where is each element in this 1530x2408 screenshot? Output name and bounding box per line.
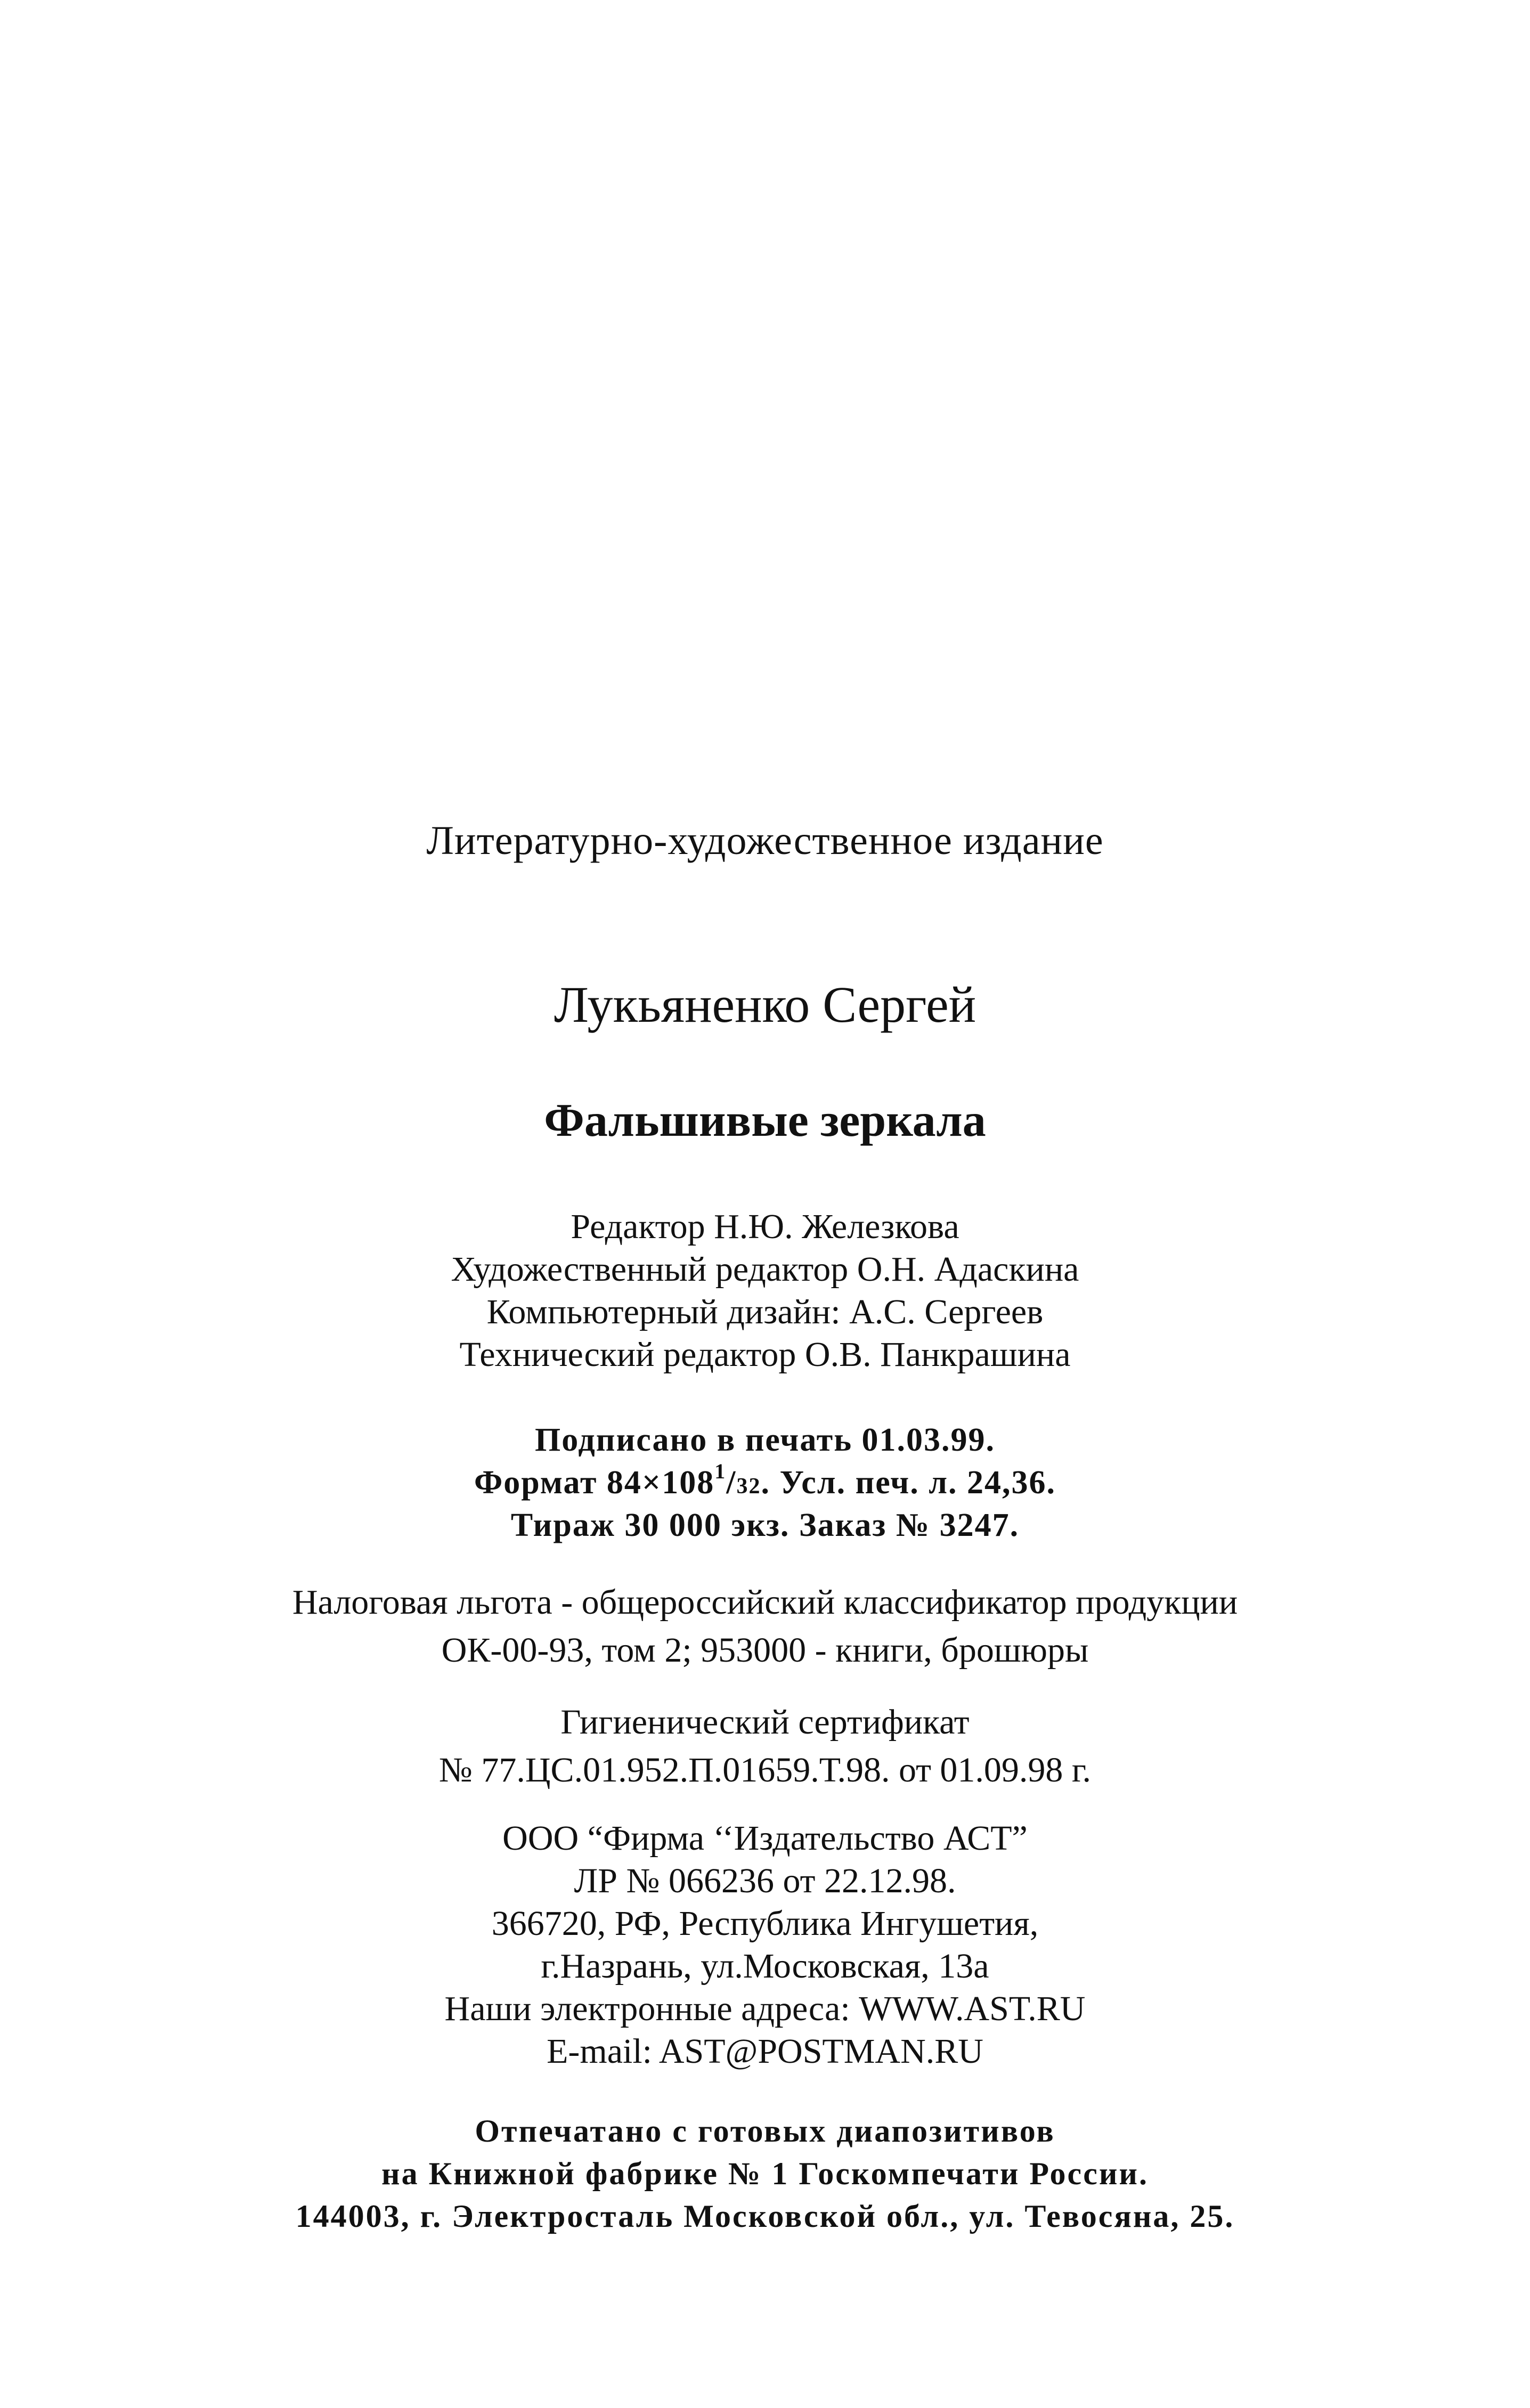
credit-art-editor: Художественный редактор О.Н. Адаскина (451, 1250, 1079, 1289)
publisher-license: ЛР № 066236 от 22.12.98. (574, 1861, 956, 1900)
tax-line-1: Налоговая льгота - общероссийский классификатор продукции (292, 1583, 1238, 1622)
format-prefix: Формат 84×108 (474, 1465, 715, 1501)
publisher-web: Наши электронные адреса: WWW.AST.RU (444, 1989, 1086, 2028)
tax-line-2: ОК-00-93, том 2; 953000 - книги, брошюры (441, 1631, 1089, 1670)
publisher-address-2: г.Назрань, ул.Московская, 13а (541, 1947, 989, 1986)
publisher-address-1: 366720, РФ, Республика Ингушетия, (491, 1904, 1039, 1943)
certificate-title: Гигиенический сертификат (560, 1703, 970, 1742)
format-line (0, 1459, 1530, 1501)
credit-designer: Компьютерный дизайн: А.С. Сергеев (486, 1292, 1044, 1331)
author-name: Лукьяненко Сергей (554, 976, 976, 1033)
publisher-email: E-mail: AST@POSTMAN.RU (547, 2032, 983, 2071)
credit-editor: Редактор Н.Ю. Железкова (571, 1207, 959, 1246)
signed-to-print: Подписано в печать 01.03.99. (534, 1422, 996, 1458)
book-title: Фальшивые зеркала (544, 1095, 986, 1146)
printer-line-3: 144003, г. Электросталь Московской обл., ул. Тевосяна, 25. (295, 2199, 1235, 2234)
print-run: Тираж 30 000 экз. Заказ № 3247. (510, 1507, 1020, 1543)
format-fraction-denominator: 32 (736, 1474, 761, 1499)
printer-line-2: на Книжной фабрике № 1 Госкомпечати России. (381, 2156, 1149, 2191)
edition-type: Литературно-художественное издание (426, 818, 1104, 863)
credit-tech-editor: Технический редактор О.В. Панкрашина (459, 1335, 1071, 1374)
certificate-number: № 77.ЦС.01.952.П.01659.Т.98. от 01.09.98 г. (438, 1751, 1092, 1789)
publisher-name: ООО “Фирма ‘‘Издательство АСТ” (502, 1819, 1028, 1858)
format-fraction-numerator: 1 (714, 1459, 727, 1483)
printer-line-1: Отпечатано с готовых диапозитивов (475, 2113, 1055, 2149)
format-suffix: . Усл. печ. л. 24,36. (761, 1465, 1056, 1501)
format-fraction-slash: / (726, 1465, 737, 1501)
